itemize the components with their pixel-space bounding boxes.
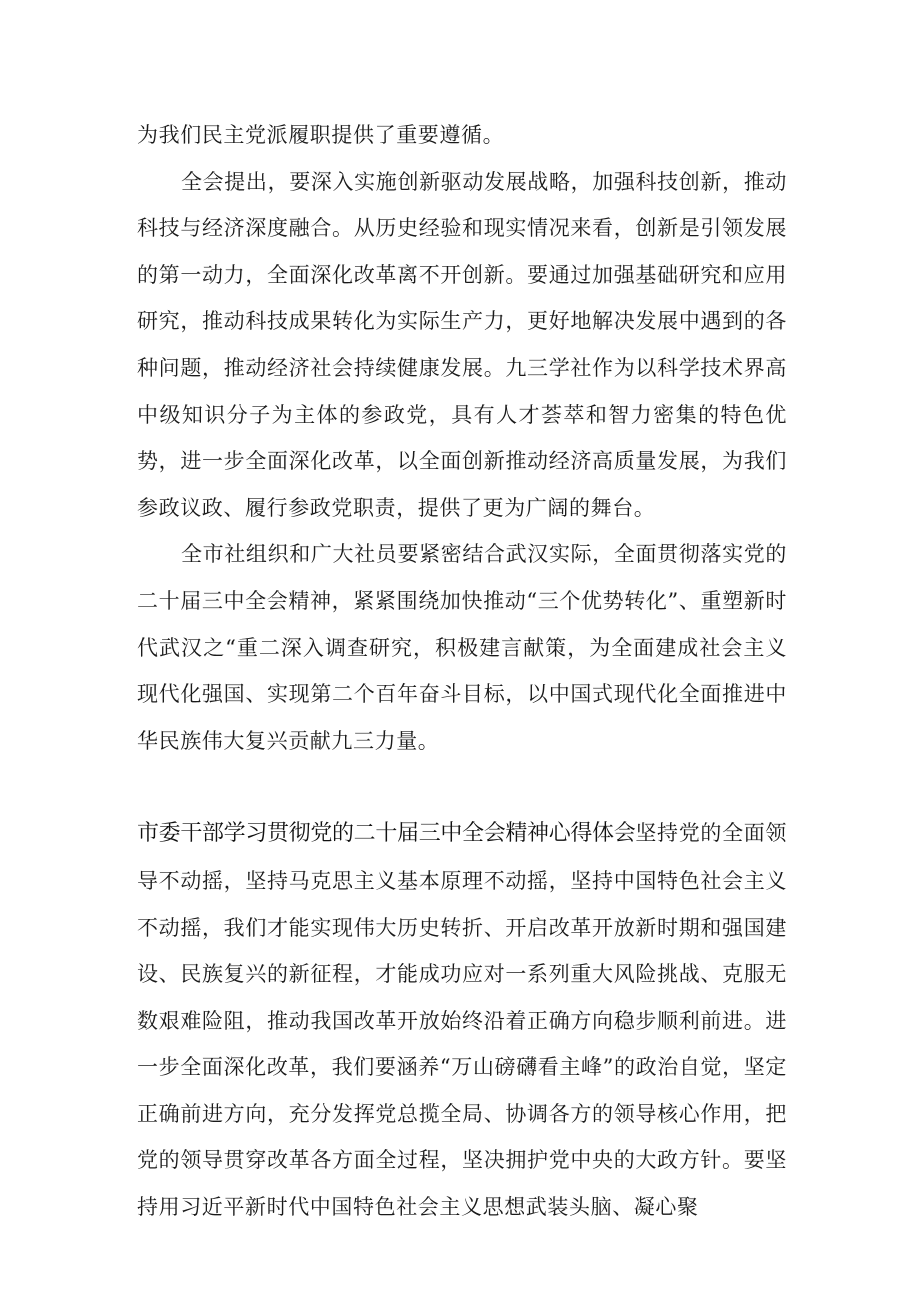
section-body: 坚持党的全面领导不动摇，坚持马克思主义基本原理不动摇，坚持中国特色社会主义不动摇，我们才能实现伟大历史转折、开启改革开放新时期和强国建设、民族复兴的新征程，才能成功应对一系列重大风险挑战、克服无数艰难险阻，推动我国改革开放始终沿着正确方向稳步顺利前进。进一步全面深化改革，我们要涵养“万山磅礴看主峰”的政治自觉，坚定正确前进方向，充分发挥党总揽全局、协调各方的领导核心作用，把党的领导贯穿改革各方面全过程，坚决拥护党中央的大政方针。要坚持用习近平新时代中国特色社会主义思想武装头脑、凝心聚: [137, 821, 788, 1220]
paragraph-continuation: 为我们民主党派履职提供了重要遵循。: [137, 123, 505, 147]
document-page: [137, 112, 787, 1231]
paragraph-wuhan: 全市社组织和广大社员要紧密结合武汉实际，全面贯彻落实党的二十届三中全会精神，紧紧围绕加快推动“三个优势转化”、重塑新时代武汉之“重二深入调查研究，积极建言献策，为全面建成社会主义现代化强国、实现第二个百年奋斗目标，以中国式现代化全面推进中华民族伟大复兴贡献九三力量。: [137, 542, 787, 753]
paragraph-innovation: 全会提出，要深入实施创新驱动发展战略，加强科技创新，推动科技与经济深度融合。从历史经验和现实情况来看，创新是引领发展的第一动力，全面深化改革离不开创新。要通过加强基础研究和应用研究，推动科技成果转化为实际生产力，更好地解决发展中遇到的各种问题，推动经济社会持续健康发展。九三学社作为以科学技术界高中级知识分子为主体的参政党，具有人才荟萃和智力密集的特色优势，进一步全面深化改革，以全面创新推动经济高质量发展，为我们参政议政、履行参政党职责，提供了更为广阔的舞台。: [137, 169, 787, 520]
section-title: 市委干部学习贯彻党的二十届三中全会精神心得体会: [137, 821, 636, 847]
section-paragraph: [137, 810, 787, 1230]
section-spacer: [137, 764, 787, 810]
